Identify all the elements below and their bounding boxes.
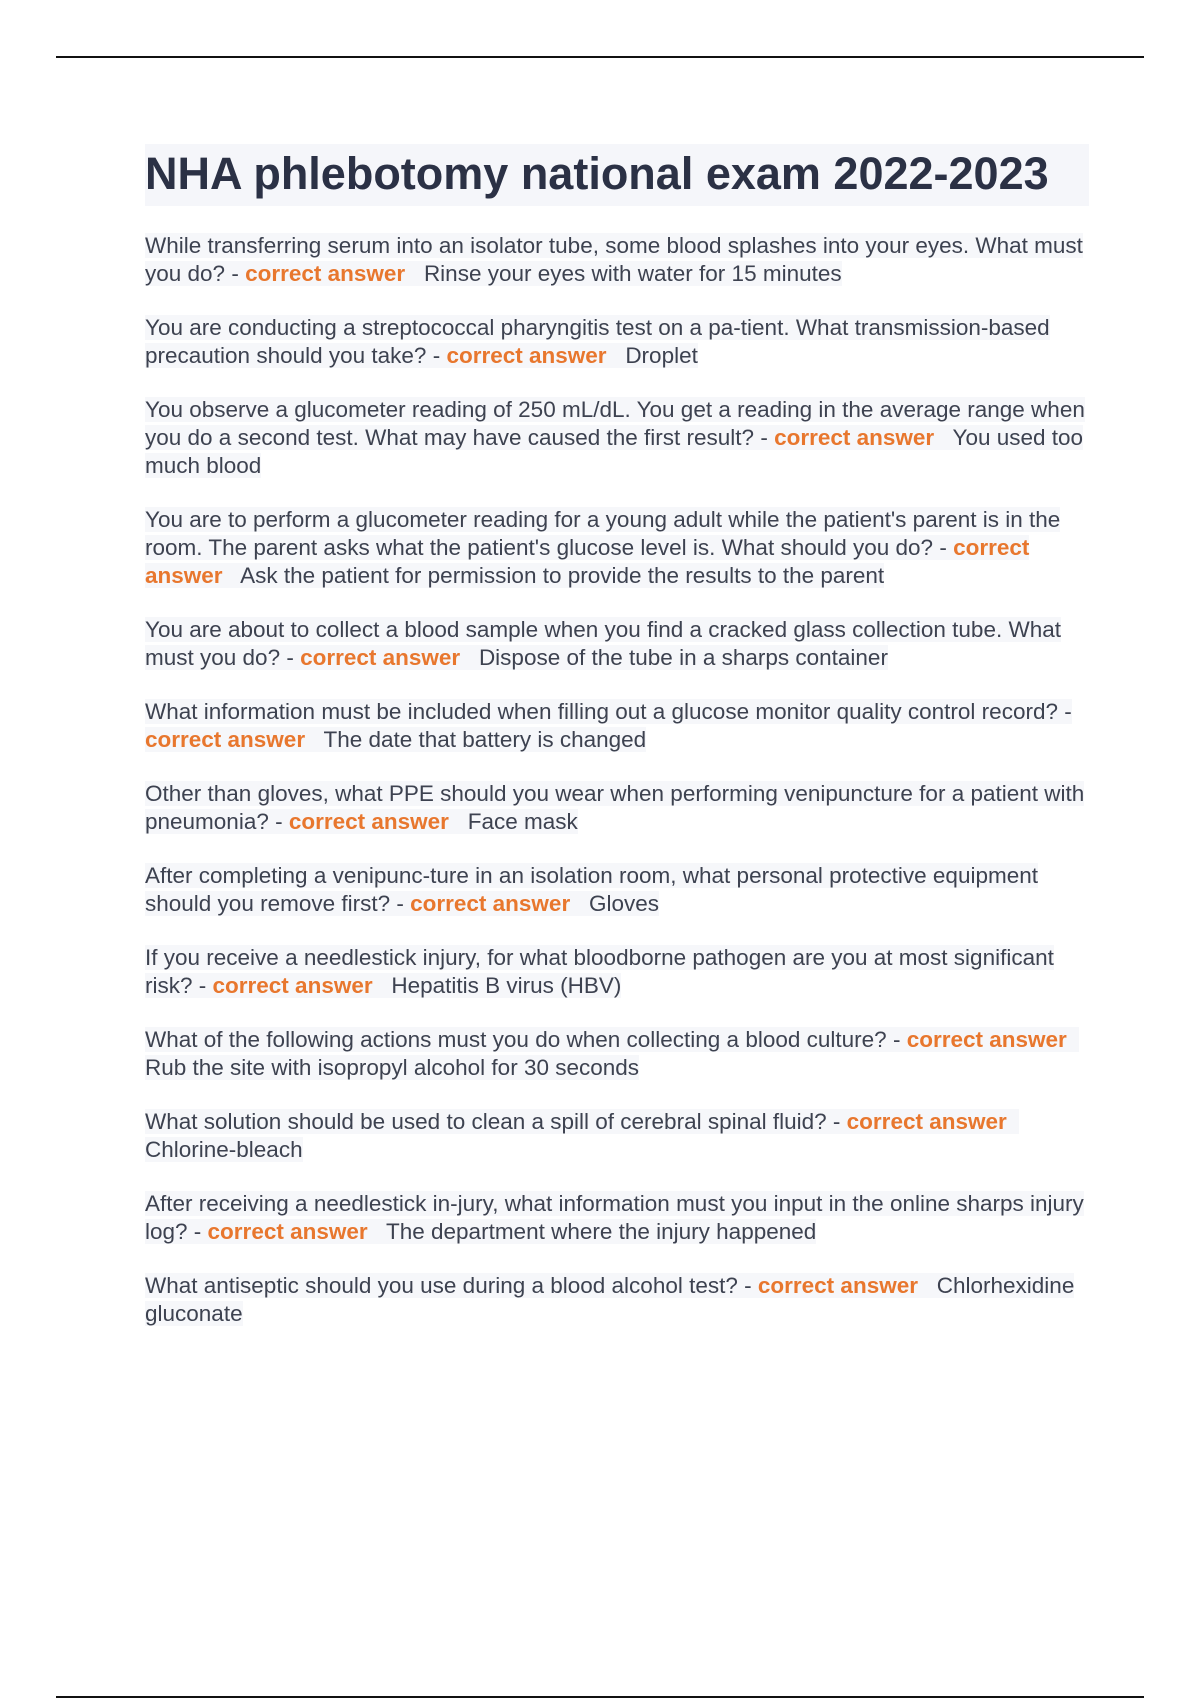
question-separator: - xyxy=(192,973,213,998)
question-separator: - xyxy=(225,261,246,286)
question-text: After completing a venipunc-ture in an isolation room, what personal protective equipment should you remove first? xyxy=(145,863,1038,916)
qa-text xyxy=(145,1109,1019,1162)
qa-item xyxy=(145,1272,1089,1328)
qa-text xyxy=(145,781,1084,834)
qa-text xyxy=(145,863,1038,916)
question-text: What information must be included when filling out a glucose monitor quality control record? xyxy=(145,699,1058,724)
qa-item xyxy=(145,698,1089,754)
qa-item xyxy=(145,1190,1089,1246)
question-text: After receiving a needlestick in-jury, what information must you input in the online sharps injury log? xyxy=(145,1191,1084,1244)
answer-text: Ask the patient for permission to provide the results to the parent xyxy=(240,563,885,588)
correct-answer-label: correct answer xyxy=(145,535,1030,588)
correct-answer-label: correct answer xyxy=(145,727,306,752)
question-separator: - xyxy=(426,343,447,368)
correct-answer-label: correct answer xyxy=(410,891,571,916)
top-rule xyxy=(56,56,1144,58)
answer-text: You used too much blood xyxy=(145,425,1084,478)
qa-item xyxy=(145,1026,1089,1082)
question-text: You are conducting a streptococcal pharyngitis test on a pa-tient. What transmission-based precaution should you take? xyxy=(145,315,1050,368)
question-separator: - xyxy=(737,1273,758,1298)
qa-item xyxy=(145,944,1089,1000)
answer-text: Droplet xyxy=(625,343,698,368)
question-separator: - xyxy=(754,425,775,450)
bottom-rule xyxy=(56,1696,1144,1698)
qa-text xyxy=(145,233,1083,286)
question-text: What of the following actions must you do when collecting a blood culture? xyxy=(145,1027,887,1052)
correct-answer-label: correct answer xyxy=(906,1027,1067,1052)
correct-answer-label: correct answer xyxy=(446,343,607,368)
qa-item xyxy=(145,862,1089,918)
correct-answer-label: correct answer xyxy=(757,1273,918,1298)
question-separator: - xyxy=(886,1027,907,1052)
qa-text xyxy=(145,945,1054,998)
correct-answer-label: correct answer xyxy=(300,645,461,670)
qa-item xyxy=(145,780,1089,836)
qa-item xyxy=(145,396,1089,480)
qa-item xyxy=(145,616,1089,672)
qa-text xyxy=(145,617,1061,670)
qa-item xyxy=(145,314,1089,370)
question-separator: - xyxy=(1057,699,1072,724)
qa-text xyxy=(145,699,1072,752)
page-title: NHA phlebotomy national exam 2022-2023 xyxy=(145,148,1049,199)
document-body xyxy=(145,144,1089,1354)
question-text: You are about to collect a blood sample when you find a cracked glass collection tube. What must you do? xyxy=(145,617,1061,670)
qa-item xyxy=(145,506,1089,590)
answer-text: The date that battery is changed xyxy=(323,727,647,752)
question-separator: - xyxy=(390,891,411,916)
question-text: While transferring serum into an isolator tube, some blood splashes into your eyes. What must you do? xyxy=(145,233,1083,286)
correct-answer-label: correct answer xyxy=(212,973,373,998)
qa-text xyxy=(145,397,1085,478)
qa-text xyxy=(145,1027,1079,1080)
answer-text: Rub the site with isopropyl alcohol for 30 seconds xyxy=(145,1055,640,1080)
question-separator: - xyxy=(933,535,954,560)
answer-text: Face mask xyxy=(467,809,578,834)
question-text: What solution should be used to clean a spill of cerebral spinal fluid? xyxy=(145,1109,827,1134)
question-text: You observe a glucometer reading of 250 mL/dL. You get a reading in the average range when you do a second test. What may have caused the first result? xyxy=(145,397,1085,450)
correct-answer-label: correct answer xyxy=(774,425,935,450)
answer-text: Chlorhexidine gluconate xyxy=(145,1273,1075,1326)
question-text: You are to perform a glucometer reading for a young adult while the patient's parent is in the room. The parent asks what the patient's glucose level is. What should you do? xyxy=(145,507,1061,560)
question-text: What antiseptic should you use during a blood alcohol test? xyxy=(145,1273,738,1298)
correct-answer-label: correct answer xyxy=(846,1109,1007,1134)
answer-text: The department where the injury happened xyxy=(386,1219,817,1244)
qa-item xyxy=(145,1108,1089,1164)
qa-item xyxy=(145,232,1089,288)
question-separator: - xyxy=(268,809,289,834)
correct-answer-label: correct answer xyxy=(288,809,449,834)
question-separator: - xyxy=(280,645,301,670)
correct-answer-label: correct answer xyxy=(245,261,406,286)
qa-list xyxy=(145,232,1089,1328)
answer-text: Rinse your eyes with water for 15 minutes xyxy=(423,261,842,286)
answer-text: Chlorine-bleach xyxy=(145,1137,303,1162)
qa-text xyxy=(145,1273,1074,1326)
title-block xyxy=(145,144,1089,206)
qa-text xyxy=(145,315,1050,368)
answer-text: Hepatitis B virus (HBV) xyxy=(391,973,622,998)
question-text: Other than gloves, what PPE should you wear when performing venipuncture for a patient with pneumonia? xyxy=(145,781,1085,834)
answer-text: Dispose of the tube in a sharps container xyxy=(478,645,888,670)
correct-answer-label: correct answer xyxy=(207,1219,368,1244)
qa-text xyxy=(145,1191,1084,1244)
answer-text: Gloves xyxy=(588,891,660,916)
question-separator: - xyxy=(187,1219,208,1244)
qa-text xyxy=(145,507,1060,588)
question-text: If you receive a needlestick injury, for what bloodborne pathogen are you at most significant risk? xyxy=(145,945,1054,998)
question-separator: - xyxy=(826,1109,847,1134)
